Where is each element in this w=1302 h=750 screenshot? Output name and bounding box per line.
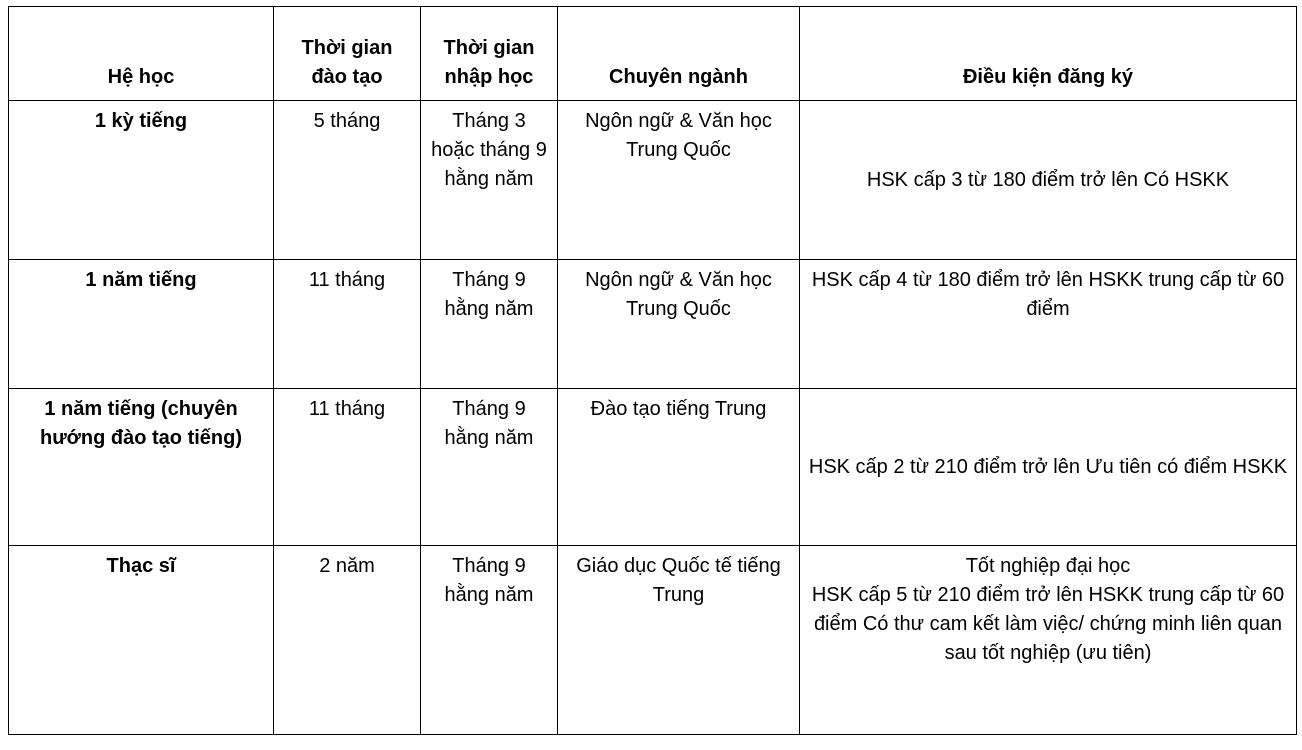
cell-requirement — [800, 260, 1297, 389]
cell-major: Ngôn ngữ & Văn học Trung Quốc — [558, 101, 800, 260]
header-major: Chuyên ngành — [558, 7, 800, 101]
cell-duration: 2 năm — [274, 546, 421, 735]
cell-intake: Tháng 9 hằng năm — [421, 389, 558, 546]
header-requirement: Điều kiện đăng ký — [800, 7, 1297, 101]
cell-intake: Tháng 9 hằng năm — [421, 260, 558, 389]
cell-intake: Tháng 3 hoặc tháng 9 hằng năm — [421, 101, 558, 260]
cell-major: Đào tạo tiếng Trung — [558, 389, 800, 546]
table-row — [9, 101, 1297, 260]
cell-duration: 11 tháng — [274, 389, 421, 546]
cell-program: 1 năm tiếng — [9, 260, 274, 389]
header-program: Hệ học — [9, 7, 274, 101]
table-row — [9, 260, 1297, 389]
header-duration: Thời gian đào tạo — [274, 7, 421, 101]
requirement-text: HSK cấp 4 từ 180 điểm trở lên HSKK trung cấp từ 60 điểm — [811, 269, 1285, 320]
header-intake: Thời gian nhập học — [421, 7, 558, 101]
cell-duration: 11 tháng — [274, 260, 421, 389]
cell-requirement — [800, 389, 1297, 546]
cell-major: Ngôn ngữ & Văn học Trung Quốc — [558, 260, 800, 389]
cell-program: 1 năm tiếng (chuyên hướng đào tạo tiếng) — [9, 389, 274, 546]
cell-duration: 5 tháng — [274, 101, 421, 260]
requirement-text: HSK cấp 3 từ 180 điểm trở lên Có HSKK — [866, 168, 1230, 191]
cell-requirement — [800, 546, 1297, 735]
cell-program: 1 kỳ tiếng — [9, 101, 274, 260]
requirement-text: HSK cấp 2 từ 210 điểm trở lên Ưu tiên có điểm HSKK — [808, 455, 1288, 478]
cell-intake: Tháng 9 hằng năm — [421, 546, 558, 735]
table-row — [9, 389, 1297, 546]
cell-program: Thạc sĩ — [9, 546, 274, 735]
requirement-text: Tốt nghiệp đại học HSK cấp 5 từ 210 điểm trở lên HSKK trung cấp từ 60 điểm Có thư cam kết làm việc/ chứng minh liên quan sau tốt nghiệp (ưu tiên) — [811, 555, 1285, 664]
cell-requirement — [800, 101, 1297, 260]
table-row — [9, 546, 1297, 735]
program-table — [8, 6, 1297, 735]
cell-major: Giáo dục Quốc tế tiếng Trung — [558, 546, 800, 735]
table-header-row — [9, 7, 1297, 101]
